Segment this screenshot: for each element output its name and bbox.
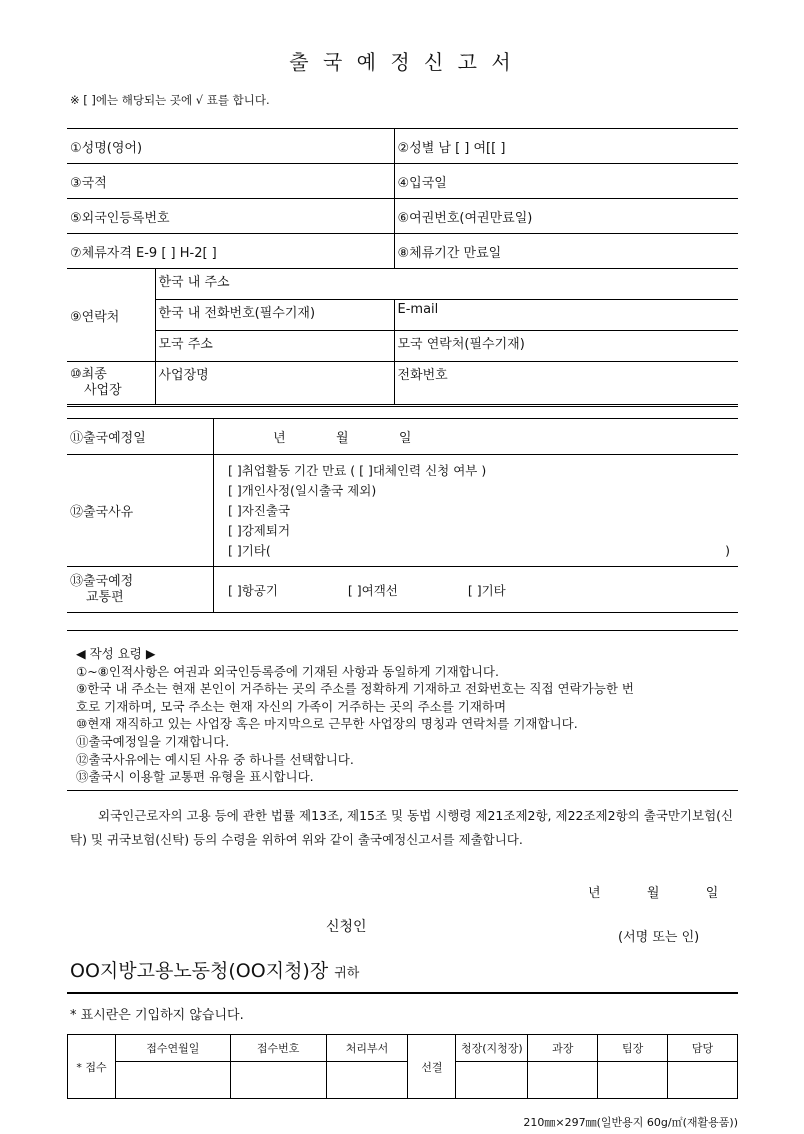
divider — [67, 992, 738, 994]
declaration-text: 외국인근로자의 고용 등에 관한 법률 제13조, 제15조 및 동법 시행령 제21조제2항, 제22조제2항의 출국만기보험(신탁) 및 귀국보험(신탁) 등의 수령을 위하여 위와 같이 출국예정신고서를 제출합니다. — [70, 808, 734, 847]
paper-spec: 210㎜×297㎜(일반용지 60g/㎡(재활용품)) — [523, 1116, 738, 1129]
guide-line: ⑨한국 내 주소는 현재 본인이 거주하는 곳의 주소를 정확하게 기재하고 전화번호는 직접 연락가능한 번 — [76, 681, 634, 697]
departure-year: 년 — [273, 431, 286, 446]
team-lead-header: 팀장 — [598, 1035, 668, 1062]
office-note: * 표시란은 기입하지 않습니다. — [70, 1008, 244, 1023]
kr-address-field[interactable]: 한국 내 주소 — [155, 269, 738, 300]
reason-options — [214, 455, 739, 567]
entry-date-field[interactable]: ④입국일 — [394, 164, 738, 199]
addressee-suffix: 귀하 — [334, 966, 360, 981]
guide-heading: ◀ 작성 요령 ▶ — [76, 646, 156, 661]
gender-field[interactable]: ②성별 남 [ ] 여[[ ] — [394, 129, 738, 164]
departure-date-field[interactable] — [214, 419, 739, 455]
departure-date-label: ⑪출국예정일 — [67, 419, 214, 455]
transport-options — [214, 567, 739, 613]
last-workplace-label — [67, 362, 155, 406]
receipt-date-header: 접수연월일 — [115, 1035, 230, 1062]
contact-label: ⑨연락처 — [67, 269, 155, 362]
date-month: 월 — [646, 886, 660, 901]
home-contact-field[interactable]: 모국 연락처(필수기재) — [394, 331, 738, 362]
receipt-label: * 접수 — [68, 1035, 116, 1099]
receipt-no-header: 접수번호 — [230, 1035, 326, 1062]
transport-air-option[interactable]: [ ]항공기 — [228, 582, 278, 598]
reason-option-personal[interactable]: [ ]개인사정(일시출국 제외) — [228, 482, 377, 498]
last-workplace-label-line2: 사업장 — [84, 383, 122, 398]
guide-line: ⑬출국시 이용할 교통편 유형을 표시합니다. — [76, 769, 314, 785]
reason-option-deportation[interactable]: [ ]강제퇴거 — [228, 522, 291, 538]
form-title: 출 국 예 정 신 고 서 — [289, 50, 515, 74]
reason-option-expiry[interactable]: [ ]취업활동 기간 만료 ( [ ]대체인력 신청 여부 ) — [228, 462, 487, 478]
staff-header: 담당 — [668, 1035, 738, 1062]
guide-line: ⑫출국사유에는 예시된 사유 중 하나를 선택합니다. — [76, 751, 354, 767]
guide-line: 호로 기재하며, 모국 주소는 현재 자신의 가족이 거주하는 곳의 주소를 기재하며 — [76, 698, 507, 714]
chief-cell[interactable] — [456, 1062, 528, 1099]
departure-table — [67, 418, 738, 613]
transport-other-option[interactable]: [ ]기타 — [467, 582, 506, 598]
receipt-date-cell[interactable] — [115, 1062, 230, 1099]
workplace-phone-field[interactable]: 전화번호 — [394, 362, 738, 406]
writing-guide — [76, 645, 634, 786]
guide-line: ⑩현재 재직하고 있는 사업장 혹은 마지막으로 근무한 사업장의 명칭과 연락처를 기재합니다. — [76, 716, 578, 732]
reason-other-close: ) — [725, 542, 730, 558]
section-head-cell[interactable] — [528, 1062, 598, 1099]
guide-line: ①~⑧인적사항은 여권과 외국인등록증에 기재된 사항과 동일하게 기재합니다. — [76, 663, 499, 679]
transport-ship-option[interactable]: [ ]여객선 — [347, 582, 398, 598]
stay-period-field[interactable]: ⑧체류기간 만료일 — [394, 234, 738, 269]
date-year: 년 — [588, 886, 601, 901]
departure-day: 일 — [398, 431, 412, 446]
transport-label-line1: ⑬출국예정 — [70, 573, 134, 589]
reason-label: ⑫출국사유 — [67, 455, 214, 567]
reason-other-label: [ ]기타( — [228, 542, 271, 558]
reason-option-other[interactable] — [228, 541, 730, 561]
team-lead-cell[interactable] — [598, 1062, 668, 1099]
personal-info-table — [67, 128, 738, 407]
signature-label[interactable]: (서명 또는 인) — [618, 930, 700, 945]
status-field[interactable]: ⑦체류자격 E-9 [ ] H-2[ ] — [67, 234, 394, 269]
office-use-table — [67, 1034, 738, 1099]
transport-label-line2: 교통편 — [86, 589, 124, 605]
divider — [67, 630, 738, 631]
approval-label: 선결 — [408, 1035, 456, 1099]
divider — [67, 790, 738, 791]
guide-line: ⑪출국예정일을 기재합니다. — [76, 733, 230, 749]
checkbox-note: ※ [ ]에는 해당되는 곳에 √ 표를 합니다. — [70, 93, 270, 107]
section-head-header: 과장 — [528, 1035, 598, 1062]
home-address-field[interactable]: 모국 주소 — [155, 331, 394, 362]
staff-cell[interactable] — [668, 1062, 738, 1099]
dept-header: 처리부서 — [326, 1035, 408, 1062]
passport-field[interactable]: ⑥여권번호(여권만료일) — [394, 199, 738, 234]
departure-month: 월 — [335, 431, 349, 446]
addressee: OO지방고용노동청(OO지청)장 — [70, 960, 329, 982]
chief-header: 청장(지청장) — [456, 1035, 528, 1062]
kr-phone-field[interactable]: 한국 내 전화번호(필수기재) — [155, 300, 394, 331]
alien-reg-field[interactable]: ⑤외국인등록번호 — [67, 199, 394, 234]
application-date[interactable] — [588, 882, 718, 901]
email-field[interactable]: E-mail — [394, 300, 738, 331]
receipt-no-cell[interactable] — [230, 1062, 326, 1099]
name-en-field[interactable]: ①성명(영어) — [67, 129, 394, 164]
transport-label — [67, 567, 214, 613]
nationality-field[interactable]: ③국적 — [67, 164, 394, 199]
workplace-name-field[interactable]: 사업장명 — [155, 362, 394, 406]
reason-option-voluntary[interactable]: [ ]자진출국 — [228, 502, 291, 518]
last-workplace-label-line1: ⑩최종 — [70, 367, 107, 382]
applicant-label: 신청인 — [326, 919, 367, 935]
date-day: 일 — [705, 886, 719, 901]
dept-cell[interactable] — [326, 1062, 408, 1099]
addressee-line — [70, 956, 359, 983]
